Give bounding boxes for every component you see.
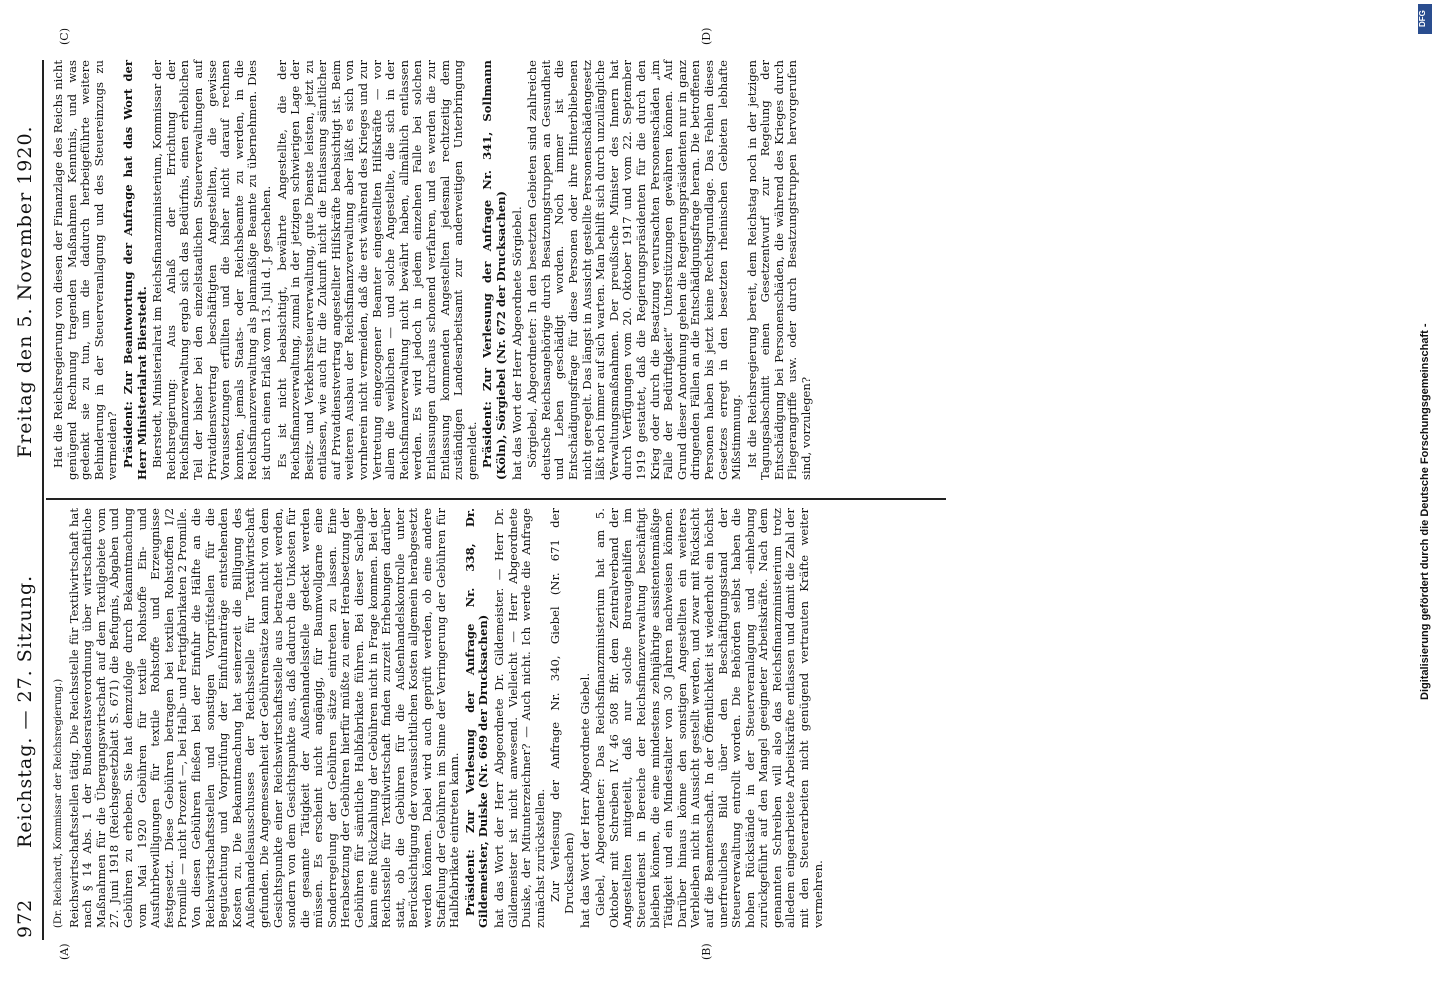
paragraph: Präsident: Zur Verlesung der Anfrage Nr. 338, Dr. Gildemeister, Duiske (Nr. 669 der Drucksachen): [462, 508, 491, 928]
header-right-title: Freitag den 5. November 1920.: [14, 125, 36, 458]
paragraph: Präsident: Zur Beantwortung der Anfrage hat das Wort der Herr Ministerialrat Bierstedt.: [120, 60, 149, 480]
margin-mark-b: (B): [700, 943, 713, 960]
paragraph: Giebel, Abgeordneter: Das Reichsfinanzministerium hat am 5. Oktober mit Schreiben IV. 46 508 Bfr. dem Zentralverband der Angestellten mitgeteilt, daß nur solche Bureaugehilfen im Steuerdienst in Bereiche der Reichsfinanzverwaltung beschäftigt bleiben können, die eine mindestens zehnjährige assistentenmäßige Tätigkeit und ein Mindestalter von 30 Jahren nachweisen können. Darüber hinaus könne den sonstigen Angestellten ein weiteres Verbleiben nicht in Aussicht gestellt werden, und zwar mit Rücksicht auf die Beamtenschaft. In der Öffentlichkeit ist wiederholt ein höchst unerfreuliches Bild über den Beschäftigungsstand der Steuerverwaltung entrollt worden. Die Behörden selbst haben die hohen Rückstände in der Steuerveranlagung und -einhebung zurückgeführt auf den Mangel geeigneter Arbeitskräfte. Nach dem genannten Schreiben will also das Reichsfinanzministerium trotz alledem eingearbeitete Arbeitskräfte entlassen und damit die Zahl der mit den Steuerarbeiten nicht genügend vertrauten Kräfte weiter vermehren.: [593, 508, 825, 928]
paragraph: Reichswirtschaftsstellen tätig. Die Reichsstelle für Textilwirtschaft hat nach § 14 Abs. 1 der Bundesratsverordnung über wirtschaftliche Maßnahmen für die Übergangswirtschaft auf dem Textilgebiete vom 27. Juni 1918 (Reichsgesetzblatt S. 671) die Befugnis, Abgaben und Gebühren zu erheben. Sie hat demzufolge durch Bekanntmachung vom Mai 1920 Gebühren für textile Rohstoffe Ein- und Ausfuhrbewilligungen für textile Rohstoffe und Erzeugnisse festgesetzt. Diese Gebühren betragen bei textilen Rohstoffen 1/2 Promille — nicht Prozent —, bei Halb- und Fertigfabrikaten 2 Promille. Von diesen Gebühren fließen bei der Einfuhr die Hälfte an die Reichswirtschaftsstellen und sonstigen Vorprüfstellen für die Begutachtung und Vorprüfung der Einfuhranträge entstehenden Kosten zu. Die Bekanntmachung hat seinerzeit die Billigung des Außenhandelsausschusses der Reichsstelle für Textilwirtschaft gefunden. Die Angemessenheit der Gebührensätze kann nicht von dem Gesichtspunkte einer Reichswirtschaftsstelle aus betrachtet werden, sondern von dem Gesichtspunkte aus, daß dadurch die Unkosten für die gesamte Tätigkeit der Außenhandelsstelle gedeckt werden müssen. Es erscheint nicht angängig, für Baumwollgarne eine Sonderregelung der Gebühren sätze eintreten zu lassen. Eine Herabsetzung der Gebühren hierfür müßte zu einer Herabsetzung der Gebühren für sämtliche Halbfabrikate führen. Bei dieser Sachlage kann eine Rückzahlung der Gebühren nicht in Frage kommen. Bei der Reichsstelle für Textilwirtschaft finden zurzeit Erhebungen darüber statt, ob die Gebühren für die Außenhandelskontrolle unter Berücksichtigung der voraussichtlichen Kosten allgemein herabgesetzt werden können. Dabei wird auch geprüft werden, ob eine andere Staffelung der Gebühren im Sinne der Verringerung der Gebühren für Halbfabrikate eintreten kann.: [66, 508, 462, 928]
right-column: [52, 60, 816, 480]
paragraph: hat das Wort der Herr Abgeordnete Dr. Gildemeister. — Herr Dr. Gildemeister ist nicht anwesend. Vielleicht — Herr Abgeordnete Duiske, der Mitunterzeichner? — Auch nicht. Ich werde die Anfrage zunächst zurückstellen.: [492, 508, 547, 928]
paragraph: Zur Verlesung der Anfrage Nr. 340, Giebel (Nr. 671 der Drucksachen): [548, 508, 576, 914]
paragraph: Es ist nicht beabsichtigt, bewährte Angestellte, die der Reichsfinanzverwaltung, zumal in der jetzigen schwierigen Lage der Besitz- und Verkehrssteuerverwaltung, gute Dienste leisten, jetzt zu entlassen, wie auch für die Zukunft nicht die Entlassung sämtlicher auf Privatdienstvertrag angestellter Hilfskräfte beabsichtigt ist. Beim weiteren Ausbau der Reichsfinanzverwaltung aber läßt es sich von vornherein nicht vermeiden, daß die erst während des Krieges und zur Vertretung eingezogener Beamter eingestellten Hilfskräfte — vor allem die weiblichen — und solche Angestellte, die sich in der Reichsfinanzverwaltung nicht bewährt haben, allmählich entlassen werden. Es wird jedoch in jedem einzelnen Falle bei solchen Entlassungen durchaus schonend verfahren, und es werden die zur Entlassung kommenden Angestellten jedesmal rechtzeitig dem zuständigen Landesarbeitsamt zur anderweitigen Unterbringung gemeldet.: [274, 60, 479, 480]
paragraph: Präsident: Zur Verlesung der Anfrage Nr. 341, Sollmann (Köln), Sörgiebel (Nr. 672 der Drucksachen): [480, 60, 508, 480]
margin-mark-c: (C): [58, 28, 71, 45]
dfg-logo: DFG: [1418, 4, 1432, 34]
paragraph: Ist die Reichsregierung bereit, dem Reichstag noch in der jetzigen Tagungsabschnitt einen Gesetzentwurf zur Regelung der Entschädigung bei Personenschäden, die während des Krieges durch Fliegerangriffe usw. oder durch Besatzungstruppen hervorgerufen sind, vorzulegen?: [744, 60, 814, 480]
margin-mark-d: (D): [700, 27, 713, 45]
page-number: 972: [14, 898, 36, 938]
header-rule: [42, 60, 44, 940]
paragraph: hat das Wort der Herr Abgeordnete Sörgiebel.: [509, 206, 524, 480]
page-header: [8, 38, 42, 938]
paragraph: Hat die Reichsregierung von diesen der Finanzlage des Reichs nicht genügend Rechnung tragenden Maßnahmen Kenntnis, und was gedenkt sie zu tun, um die dadurch herbeigeführte weitere Behinderung in der Steuerveranlagung und des Steuereinzugs zu vermeiden?: [51, 60, 120, 480]
speaker-note: (Dr. Reichardt, Kommissar der Reichsregierung.): [53, 678, 64, 928]
column-divider: [46, 498, 946, 500]
header-left-title: Reichstag. — 27. Sitzung.: [14, 574, 36, 848]
margin-mark-a: (A): [58, 943, 71, 960]
digitization-sidebar: [1414, 0, 1434, 1000]
paragraph: Sörgiebel, Abgeordneter: In den besetzten Gebieten sind zahlreiche deutsche Reichsangehörige durch Besatzungstruppen an Gesundheit und Leben geschädigt worden. Noch immer ist die Entschädigungsfrage für diese Personen oder ihre Hinterbliebenen nicht geregelt. Das längst in Aussicht gestellte Personenschädengesetz läßt noch immer auf sich warten. Man behilft sich durch unzulängliche Verwaltungsmaßnahmen. Der preußische Minister des Innern hat durch Verfügungen vom 20. Oktober 1917 und vom 22. September 1919 gestattet, daß die Regierungspräsidenten für die durch den Krieg oder durch die Besatzung verursachten Personenschäden „im Falle der Bedürftigkeit“ Unterstützungen gewähren können. Auf Grund dieser Anordnung gehen die Regierungspräsidenten nur in ganz dringenden Fällen an die Entschädigungsfrage heran. Die betroffenen Personen haben bis jetzt keine Rechtsgrundlage. Das Fehlen dieses Gesetzes erregt in den besetzten rheinischen Gebieten lebhafte Mißstimmung.: [525, 60, 744, 480]
left-column: [52, 508, 827, 928]
digitization-credit: Digitalisierung gefördert durch die Deutsche Forschungsgemeinschaft -: [1419, 323, 1431, 700]
paragraph: Bierstedt, Ministerialrat im Reichsfinanzministerium, Kommissar der Reichsregierung: Aus Anlaß der Errichtung der Reichsfinanzverwaltung ergab sich das Bedürfnis, einen erheblichen Teil der bisher bei den einzelstaatlichen Steuerverwaltungen auf Privatdienstvertrag beschäftigten Angestellten, die gewisse Voraussetzungen erfüllten und die bisher nicht darauf rechnen konnten, jemals Staats- oder Reichsbeamte zu werden, in die Reichsfinanzverwaltung als planmäßige Beamte zu übernehmen. Dies ist durch einen Erlaß vom 13. Juli d. J. geschehen.: [150, 60, 273, 480]
paragraph: hat das Wort der Herr Abgeordnete Giebel.: [577, 673, 592, 928]
